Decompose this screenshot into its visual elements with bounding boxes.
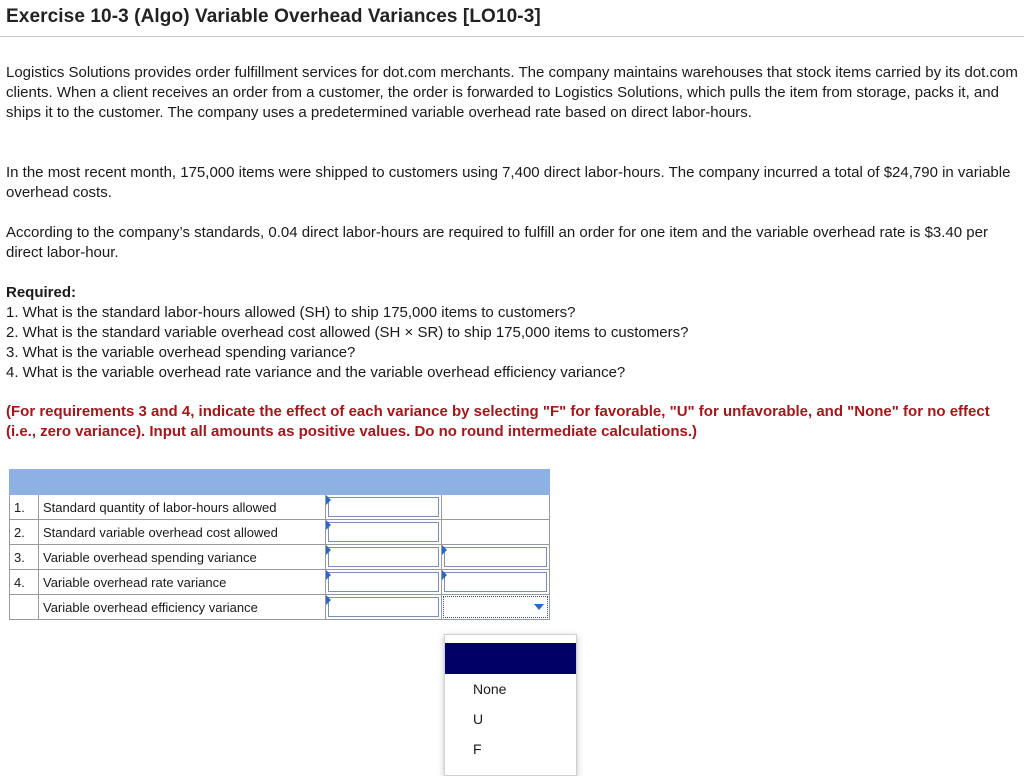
amount-input[interactable]: [328, 547, 439, 567]
row-label: Standard variable overhead cost allowed: [39, 520, 326, 545]
amount-input[interactable]: [328, 522, 439, 542]
effect-select[interactable]: [444, 572, 547, 592]
requirement-item: 2. What is the standard variable overhead cost allowed (SH × SR) to ship 175,000 items to customers?: [6, 324, 689, 341]
dropdown-option-blank[interactable]: [445, 643, 576, 674]
table-row: [10, 520, 550, 545]
data-paragraph: In the most recent month, 175,000 items were shipped to customers using 7,400 direct labor-hours. The company incurred a total of $24,790 in variable overhead costs.: [6, 164, 1011, 201]
input-flag-icon: [326, 495, 331, 505]
row-label: Variable overhead spending variance: [39, 545, 326, 570]
table-row: [10, 595, 550, 620]
chevron-down-icon[interactable]: [534, 604, 544, 610]
row-label: Variable overhead rate variance: [39, 570, 326, 595]
exercise-title: Exercise 10-3 (Algo) Variable Overhead Variances [LO10-3]: [6, 6, 541, 27]
amount-input[interactable]: [328, 497, 439, 517]
effect-select-open[interactable]: [443, 596, 548, 618]
effect-dropdown-menu: [444, 634, 577, 776]
row-label: Variable overhead efficiency variance: [39, 595, 326, 620]
input-flag-icon: [326, 570, 331, 580]
requirements-block: [6, 283, 1018, 383]
requirement-item: 1. What is the standard labor-hours allowed (SH) to ship 175,000 items to customers?: [6, 304, 576, 321]
dropdown-option-none[interactable]: None: [473, 681, 507, 697]
input-flag-icon: [442, 545, 447, 555]
row-number: 4.: [10, 570, 39, 595]
title-divider: [0, 36, 1024, 37]
row-number: 3.: [10, 545, 39, 570]
intro-paragraph: Logistics Solutions provides order fulfillment services for dot.com merchants. The company maintains warehouses that stock items carried by its dot.com clients. When a client receives an order from a customer, the order is forwarded to Logistics Solutions, which pulls the item from storage, packs it, and ships it to the customer. The company uses a predetermined variable overhead rate based on direct labor-hours.: [6, 64, 1018, 121]
amount-input[interactable]: [328, 597, 439, 617]
row-number: 1.: [10, 495, 39, 520]
answer-table: [9, 469, 550, 620]
input-flag-icon: [442, 570, 447, 580]
amount-input[interactable]: [328, 572, 439, 592]
required-heading: Required:: [6, 284, 77, 301]
table-row: [10, 570, 550, 595]
input-flag-icon: [326, 595, 331, 605]
input-flag-icon: [326, 545, 331, 555]
effect-select[interactable]: [444, 547, 547, 567]
dropdown-option-u[interactable]: U: [473, 711, 484, 727]
dropdown-option-f[interactable]: F: [473, 741, 482, 757]
table-row: [10, 545, 550, 570]
instruction-note: (For requirements 3 and 4, indicate the effect of each variance by selecting "F" for favorable, "U" for unfavorable, and "None" for no effect (i.e., zero variance). Input all amounts as positive values. Do no round intermediate calculations.): [6, 403, 990, 440]
row-number: [10, 595, 39, 620]
input-flag-icon: [326, 520, 331, 530]
standards-paragraph: According to the company’s standards, 0.04 direct labor-hours are required to fulfill an order for one item and the variable overhead rate is $3.40 per direct labor-hour.: [6, 224, 988, 261]
row-number: 2.: [10, 520, 39, 545]
row-label: Standard quantity of labor-hours allowed: [39, 495, 326, 520]
table-header-row: [10, 470, 550, 495]
requirement-item: 3. What is the variable overhead spending variance?: [6, 344, 356, 361]
table-row: [10, 495, 550, 520]
requirement-item: 4. What is the variable overhead rate variance and the variable overhead efficiency variance?: [6, 364, 626, 381]
